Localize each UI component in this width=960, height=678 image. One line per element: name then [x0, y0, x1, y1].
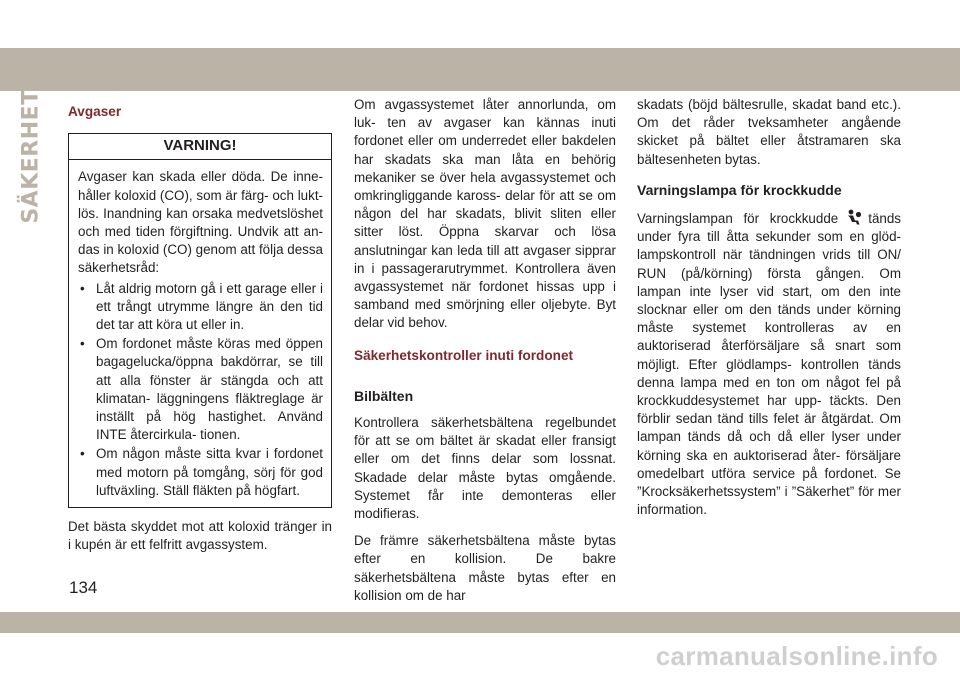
warning-bullet: • Om någon måste sitta kvar i fordonet med motorn på tomgång, sörj för god luftväxling. Ställ fläkten på högfart.	[78, 445, 323, 500]
chapter-tab-label: SÄKERHET	[18, 88, 44, 224]
column-right	[637, 96, 901, 528]
subheading-airbag-warning-light: Varningslampa för krockkudde	[637, 181, 842, 198]
warning-intro: Avgaser kan skada eller döda. De inne- håller koloxid (CO), som är färg- och lukt- lös. Inandning kan orsaka medvetslöshet och med tiden förgiftning. Undvik att an- das in koloxid (CO) genom att följa dessa säkerhetsråd:	[78, 169, 323, 276]
footer-band	[0, 612, 960, 633]
warning-bullet-list	[78, 280, 323, 500]
exhaust-inspection-paragraph: Om avgassystemet låter annorlunda, om luk- ten av avgaser kan kännas inuti fordonet eller om underredet eller bakdelen har skadats ska man låta en behörig mekaniker se över hela avgassystemet och omkringliggande kaross- delar för att se om någon del har skadats, blivit sliten eller sitter löst. Öppna skarvar och lösa anslutningar kan leda till att avgaser sipprar in i passagerarutrymmet. Kontrollera även avgassystemet när fordonet hissas upp i samband med smörjning eller oljebyte. Byt delar vid behov.	[354, 97, 616, 331]
column-middle	[354, 96, 616, 614]
warning-bullet: • Låt aldrig motorn gå i ett garage eller i ett trångt utrymme längre än den tid det tar att köra ut eller in.	[78, 280, 323, 335]
subheading-seatbelts: Bilbälten	[354, 387, 414, 404]
seatbelt-replace-paragraph: De främre säkerhetsbältena måste bytas efter en kollision. De bakre säkerhetsbältena måste bytas efter en kollision om de har	[354, 533, 616, 603]
warning-bullet: • Om fordonet måste köras med öppen bagagelucka/öppna bakdörrar, se till att alla fönster är stängda och att klimatan- läggningens fläktreglage är inställt på hög hastighet. Använd INTE återcirkula- tionen.	[78, 335, 323, 444]
seatbelt-check-paragraph: Kontrollera säkerhetsbältena regelbundet för att se om bältet är skadat eller fransigt eller om det finns delar som lossnat. Skadade delar måste bytas omgående. Systemet får inte demonteras eller modifieras.	[354, 415, 616, 522]
airbag-text-start: Varningslampan för krockkudde	[637, 211, 839, 227]
seatbelt-continued-paragraph: skadats (böjd bältesrulle, skadat band etc.). Om det råder tveksamheter angående skicket på bältet eller åtstramaren ska bältesenheten bytas.	[637, 97, 901, 167]
header-band	[0, 48, 960, 91]
exhaust-protection-paragraph: Det bästa skyddet mot att koloxid tränger in i kupén är ett felfritt avgassystem.	[68, 519, 332, 553]
airbag-warning-paragraph	[637, 209, 901, 519]
section-heading-safety-checks: Säkerhetskontroller inuti fordonet	[354, 347, 574, 363]
warning-body	[69, 160, 331, 507]
airbag-warning-icon	[844, 209, 862, 227]
column-left	[68, 96, 332, 563]
airbag-text-rest: tänds under fyra till åtta sekunder som en glöd- lampskontroll när tändningen vrids till ON/ RUN (på/körning) första gången. Om lampan inte lyser vid start, om den inte slocknar eller om den tänds under körning måste systemet kontrolleras av en auktoriserad återförsäljare så snart som möjligt. Efter glödlamps- kontrollen tänds denna lampa med en ton om något fel på krockkuddesystemet har upp- täckts. Den förblir sedan tänd tills felet är åtgärdat. Om lampan tänds då och då eller lyser under körning ska en auktoriserad åter- försäljare omedelbart utföra service på fordonet. Se ”Krocksäkerhetssystem” i ”Säkerhet” för mer information.	[637, 211, 901, 518]
warning-title: VARNING!	[69, 134, 331, 160]
chapter-tab	[16, 88, 46, 224]
warning-box	[68, 133, 332, 508]
site-watermark: carmanualsonline.info	[655, 640, 938, 671]
page-number: 134	[69, 578, 98, 597]
section-heading-exhaust: Avgaser	[68, 104, 122, 119]
